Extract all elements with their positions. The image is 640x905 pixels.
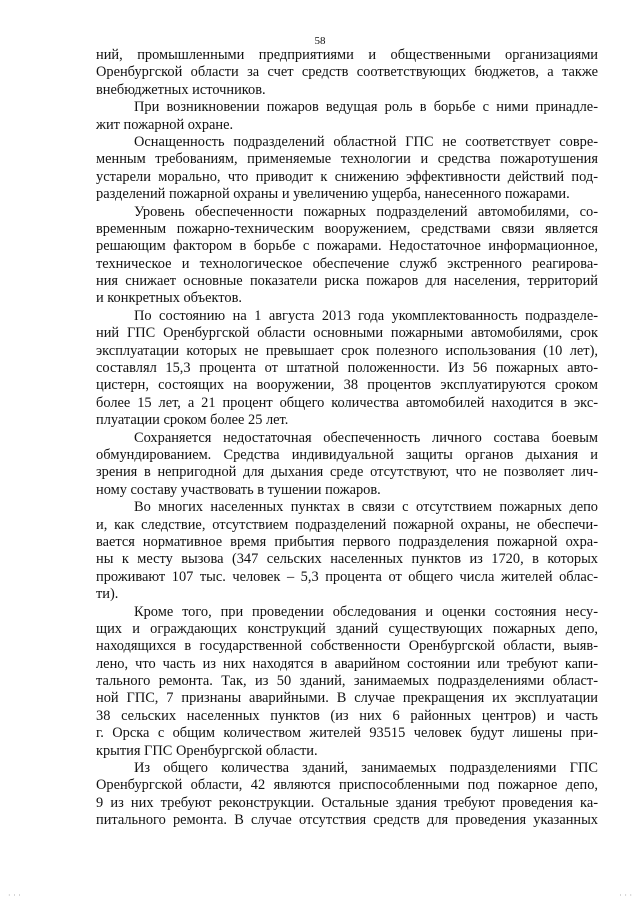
text-line: Уровень обеспеченности пожарных подразделений автомобилями, со- [134,203,598,220]
text-line: ны к месту вызова (347 сельских населенных пунктов из 1720, в которых [96,551,598,568]
text-line: находящихся в государственной собственности Оренбургской области, выяв- [96,638,598,655]
text-line: решающим фактором в борьбе с пожарами. Недостаточное информационное, [96,238,598,255]
text-line: временным пожарно-техническим вооружением, средствами связи является [96,220,598,237]
text-line: ний ГПС Оренбургской области основными пожарными автомобилями, срок [96,325,598,342]
scan-footer-marks [0,891,640,901]
text-line: Оснащенность подразделений областной ГПС не соответствует совре- [134,133,598,150]
text-line: Оренбургской области за счет средств соответствующих бюджетов, а также [96,64,598,81]
text-line: 38 сельских населенных пунктов (из них 6 районных центров) и часть [96,707,598,724]
text-line: По состоянию на 1 августа 2013 года укомплектованность подразделе- [134,307,598,324]
text-line: техническое и технологическое обеспечение служб экстренного реагирова- [96,255,598,272]
text-line: и, как следствие, отсутствием подразделений пожарной охраны, не обеспечи- [96,516,598,533]
text-line: питального ремонта. В случае отсутствия средств для проведения указанных [96,812,598,829]
text-line: 9 из них требуют реконструкции. Остальные здания требуют проведения ка- [96,794,598,811]
text-line: плуатации сроком более 25 лет. [96,412,289,429]
text-line: щих и ограждающих конструкций зданий существующих пожарных депо, [96,620,598,637]
scan-mark-right: · · · [619,891,632,900]
paragraph [96,47,598,99]
text-line: лено, что часть из них находятся в аварийном состоянии или требуют капи- [96,655,598,672]
text-line: ной ГПС, 7 признаны аварийными. В случае прекращения их эксплуатации [96,690,598,707]
text-line: Кроме того, при проведении обследования и оценки состояния несу- [134,603,598,620]
paragraph [96,204,598,308]
scan-mark-left: · · · [8,891,21,900]
text-line: устарели морально, что приводит к снижению эффективности действий под- [96,168,598,185]
paragraph [96,99,598,134]
paragraph [96,430,598,500]
text-line: жит пожарной охране. [96,116,234,133]
text-line: обмундированием. Средства индивидуальной защиты органов дыхания и [96,446,598,463]
text-line: разделений пожарной охраны и увеличению ущерба, нанесенного пожарами. [96,186,570,203]
paragraph [96,134,598,204]
text-line: более 15 лет, а 21 процент общего количества автомобилей находится в экс- [96,394,598,411]
text-line: Из общего количества зданий, занимаемых подразделениями ГПС [134,760,598,777]
text-line: цистерн, состоящих на вооружении, 38 процентов эксплуатируются сроком [96,377,598,394]
text-line: Оренбургской области, 42 являются приспособленными под пожарное депо, [96,777,598,794]
text-line: ному составу участвовать в тушении пожаров. [96,481,381,498]
text-line: г. Орска с общим количеством жителей 93515 человек будут лишены при- [96,725,598,742]
text-line: внебюджетных источников. [96,81,266,98]
paragraph [96,499,598,603]
text-line: крытия ГПС Оренбургской области. [96,742,318,759]
paragraph [96,760,598,830]
text-line: ти). [96,586,119,603]
text-line: зрения в непригодной для дыхания среде отсутствуют, что не позволяет лич- [96,464,598,481]
document-body [96,47,598,830]
text-line: Во многих населенных пунктах в связи с отсутствием пожарных депо [134,499,598,516]
text-line: эксплуатации которых не превышает срок полезного использования (10 лет), [96,342,598,359]
text-line: тального ремонта. Так, из 50 зданий, занимаемых подразделениями област- [96,673,598,690]
paragraph [96,604,598,761]
text-line: ния снижает основные показатели риска пожаров для населения, территорий [96,273,598,290]
text-line: проживают 107 тыс. человек – 5,3 процента от общего числа жителей облас- [96,568,598,585]
page-number: 58 [314,35,326,47]
text-line: При возникновении пожаров ведущая роль в борьбе с ними принадле- [134,99,598,116]
text-line: и конкретных объектов. [96,290,242,307]
paragraph [96,308,598,430]
text-line: вается нормативное время прибытия первого подразделения пожарной охра- [96,533,598,550]
text-line: составлял 15,3 процента от штатной положенности. Из 56 пожарных авто- [96,360,598,377]
text-line: ний, промышленными предприятиями и общественными организациями [96,47,598,63]
text-line: менным требованиям, применяемые технологии и средства пожаротушения [96,151,598,168]
text-line: Сохраняется недостаточная обеспеченность личного состава боевым [134,429,598,446]
